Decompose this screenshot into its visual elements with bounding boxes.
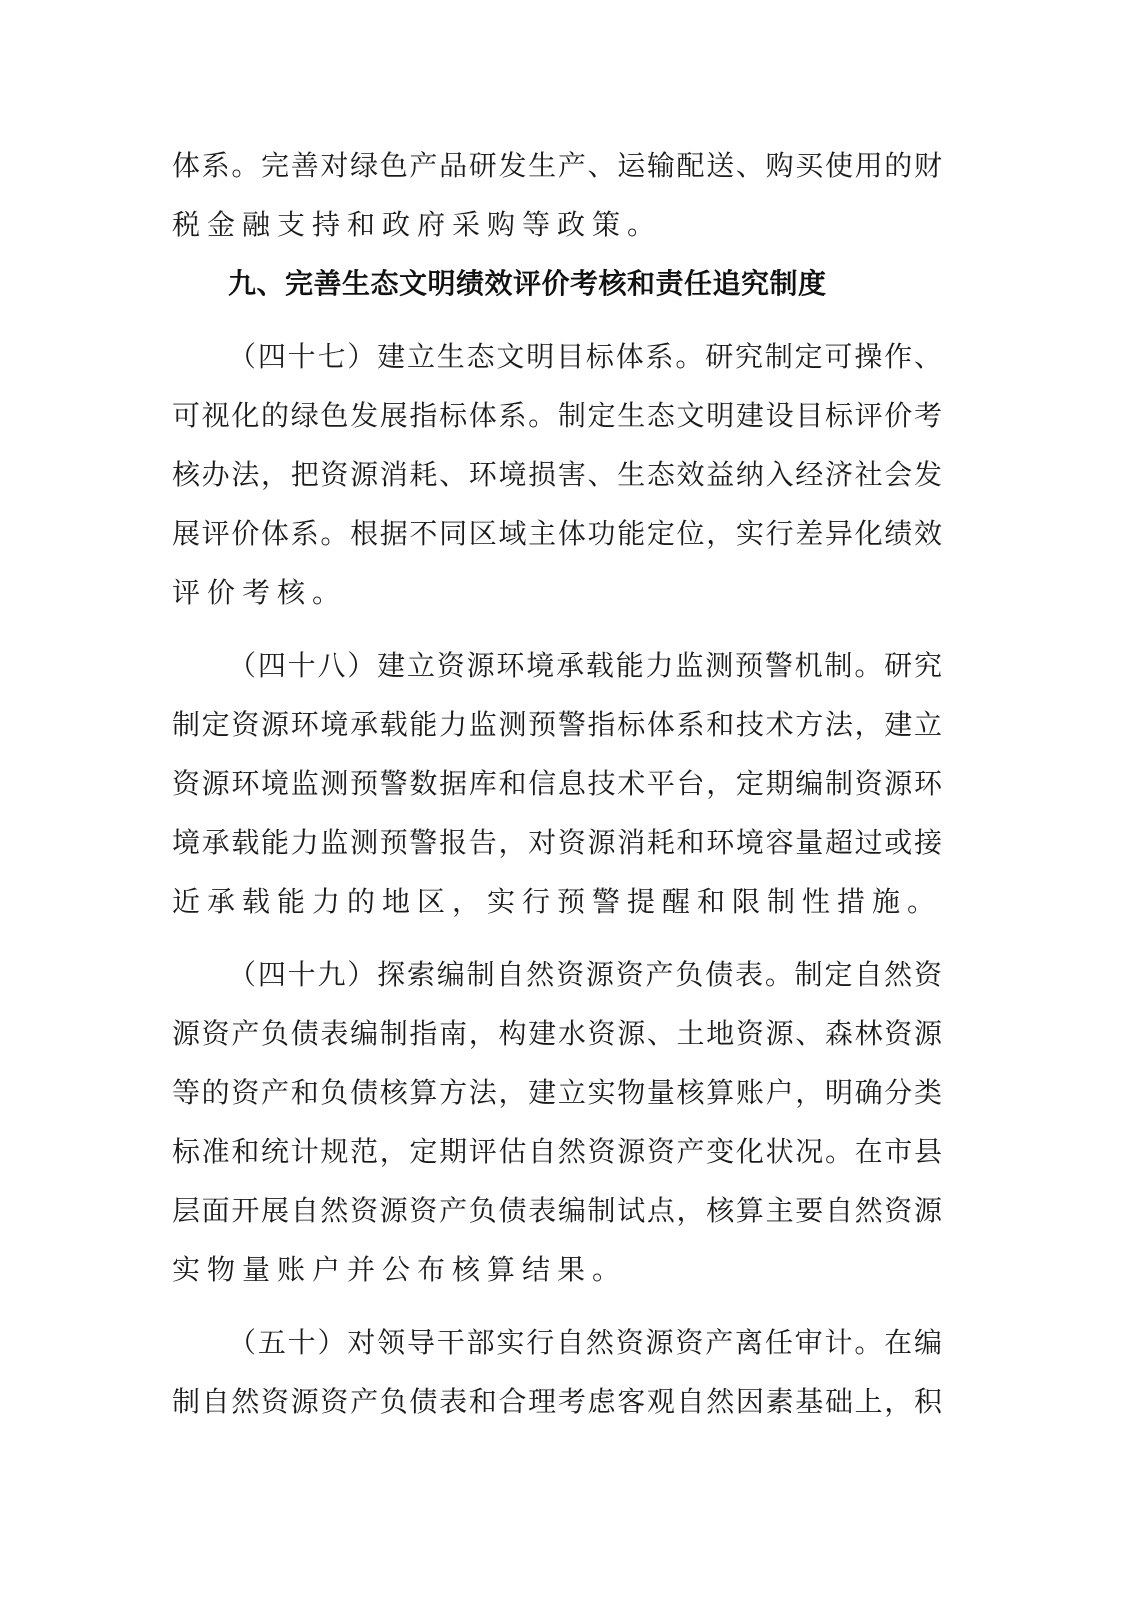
paragraph-48-line: 制定资源环境承载能力监测预警指标体系和技术方法，建立 [172,708,942,741]
paragraph-49-line: （四十九）探索编制自然资源资产负债表。制定自然资 [228,958,942,991]
paragraph-49-line: 标准和统计规范，定期评估自然资源资产变化状况。在市县 [172,1135,942,1168]
paragraph-50-line: （五十）对领导干部实行自然资源资产离任审计。在编 [228,1326,942,1359]
paragraph-47-line: 展评价体系。根据不同区域主体功能定位，实行差异化绩效 [172,517,942,550]
paragraph-49-line: 源资产负债表编制指南，构建水资源、土地资源、森林资源 [172,1017,942,1050]
paragraph-49-line: 实物量账户并公布核算结果。 [172,1253,628,1286]
paragraph-47-line: 可视化的绿色发展指标体系。制定生态文明建设目标评价考 [172,399,942,432]
paragraph-48-line: （四十八）建立资源环境承载能力监测预警机制。研究 [228,649,942,682]
paragraph-47-line: 核办法，把资源消耗、环境损害、生态效益纳入经济社会发 [172,458,942,491]
paragraph-48-line: 资源环境监测预警数据库和信息技术平台，定期编制资源环 [172,767,942,800]
paragraph-49-line: 等的资产和负债核算方法，建立实物量核算账户，明确分类 [172,1076,942,1109]
paragraph-line: 体系。完善对绿色产品研发生产、运输配送、购买使用的财 [172,149,942,182]
paragraph-48-line: 近承载能力的地区，实行预警提醒和限制性措施。 [172,885,943,918]
section-heading: 九、完善生态文明绩效评价考核和责任追究制度 [228,267,827,300]
paragraph-47-line: （四十七）建立生态文明目标体系。研究制定可操作、 [228,340,942,373]
paragraph-line: 税金融支持和政府采购等政策。 [172,208,663,241]
paragraph-50-line: 制自然资源资产负债表和合理考虑客观自然因素基础上，积 [172,1385,942,1418]
paragraph-47-line: 评价考核。 [172,576,348,609]
paragraph-49-line: 层面开展自然资源资产负债表编制试点，核算主要自然资源 [172,1194,942,1227]
paragraph-48-line: 境承载能力监测预警报告，对资源消耗和环境容量超过或接 [172,826,942,859]
